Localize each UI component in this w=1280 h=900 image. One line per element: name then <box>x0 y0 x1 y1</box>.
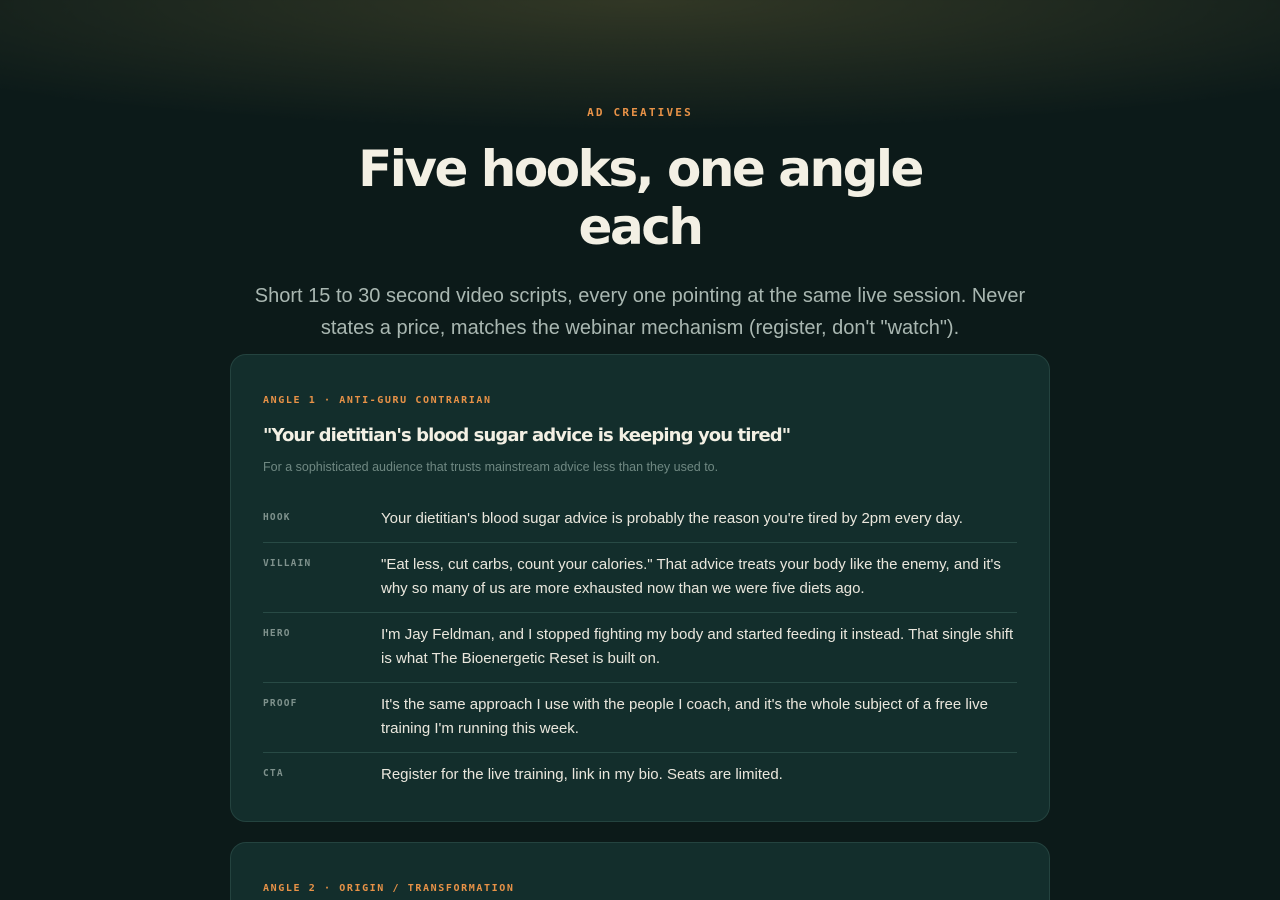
row-label: CTA <box>263 768 284 779</box>
row-label: PROOF <box>263 698 298 709</box>
angle-title: "Your dietitian's blood sugar advice is keeping you tired" <box>263 425 791 446</box>
script-row-hero <box>263 613 1017 683</box>
script-row-villain <box>263 543 1017 613</box>
angle-card-2 <box>230 842 1050 900</box>
angle-label: ANGLE 2 · ORIGIN / TRANSFORMATION <box>263 883 515 894</box>
row-label: HERO <box>263 628 291 639</box>
script-row-hook <box>263 497 1017 543</box>
angle-label: ANGLE 1 · ANTI-GURU CONTRARIAN <box>263 395 492 406</box>
page-title: Five hooks, one angle each <box>358 140 922 256</box>
row-text: I'm Jay Feldman, and I stopped fighting my body and started feeding it instead. That single shift is what The Bioenergetic Reset is built on. <box>381 626 1014 667</box>
eyebrow-label: AD CREATIVES <box>587 106 693 119</box>
angle-card-1 <box>230 354 1050 822</box>
row-label: HOOK <box>263 512 291 523</box>
row-text: Your dietitian's blood sugar advice is probably the reason you're tired by 2pm every day. <box>381 510 963 527</box>
script-rows <box>263 497 1017 798</box>
script-row-proof <box>263 683 1017 753</box>
row-text: It's the same approach I use with the people I coach, and it's the whole subject of a free live training I'm running this week. <box>381 696 988 737</box>
row-text: "Eat less, cut carbs, count your calories." That advice treats your body like the enemy, and it's why so many of us are more exhausted now than we were five diets ago. <box>381 556 1001 597</box>
script-row-cta <box>263 753 1017 798</box>
row-label: VILLAIN <box>263 558 312 569</box>
angle-audience: For a sophisticated audience that trusts mainstream advice less than they used to. <box>263 460 719 474</box>
page-subtitle: Short 15 to 30 second video scripts, every one pointing at the same live session. Never states a price, matches the webinar mechanism (register, don't "watch"). <box>254 285 1026 339</box>
row-text: Register for the live training, link in my bio. Seats are limited. <box>381 766 783 783</box>
